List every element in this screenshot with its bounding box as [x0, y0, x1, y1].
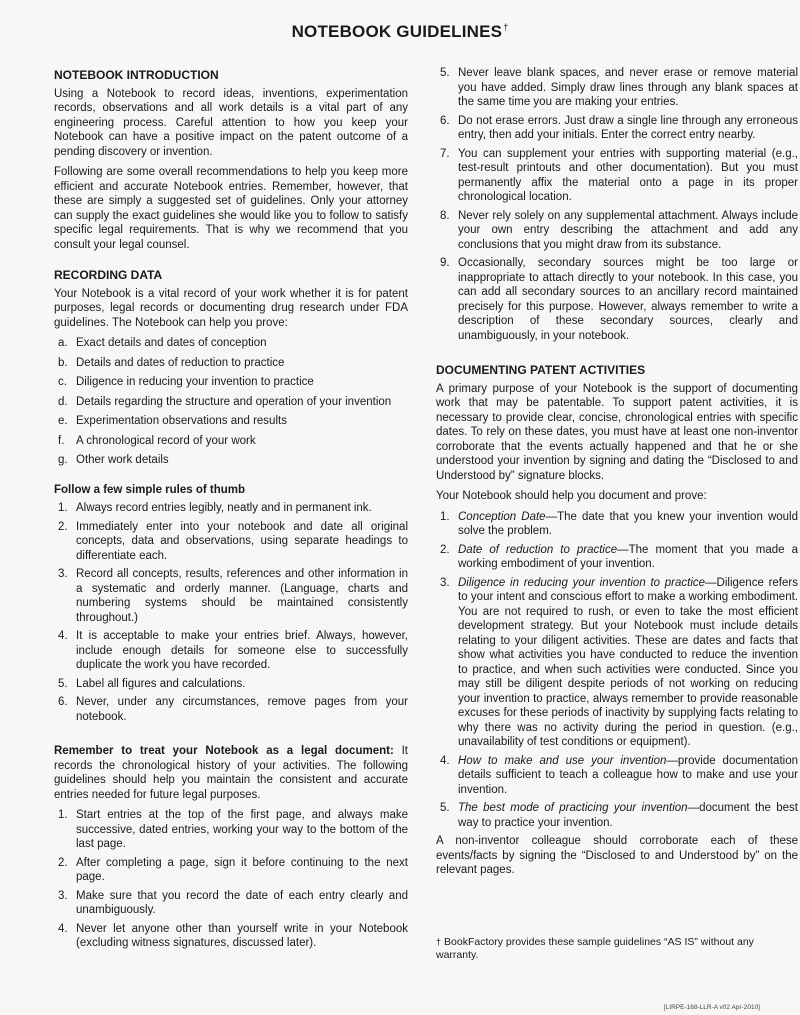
list-item: 1. Always record entries legibly, neatly and in permanent ink.: [58, 502, 372, 514]
list-item: 3. Diligence in reducing your invention to practice—Diligence refers to your intent and conscious effort to make a working embodiment. You are not required to rush, or even to take the most efficient development strategy. But your Notebook must include details relating to your diligent activities. These are dates and facts that show what activities you have conducted to reduce the invention to practice, and when such activities were conducted. Since you may still be diligent despite periods of not working on reducing your invention to practice, always remember to provide reasonable excuses for these periods of inactivity by supplying facts relating to why there was no activity during the period in question. (e.g., unavailability of test conditions or equipment).: [440, 576, 798, 748]
recording-heading: RECORDING DATA: [54, 268, 163, 282]
title-text: NOTEBOOK GUIDELINES: [291, 22, 503, 41]
list-item: 3. Record all concepts, results, references and other information in a systematic and orderly manner. (Language, charts and numbering systems should be maintained consistently throughout.): [58, 568, 408, 624]
list-item: 4. It is acceptable to make your entries brief. Always, however, include enough details for someone else to successfully duplicate the work you have recorded.: [58, 630, 408, 671]
patent-paragraph-1: A primary purpose of your Notebook is the support of documenting work that may be patentable. To support patent activities, it is necessary to provide clear, concise, chronological entries with specific dates. To rely on these dates, you must have at least one non-inventor corroborate that the events actually happened and that he or she understood your invention by signing and dating the “Disclosed to and Understood by” signature blocks.: [436, 382, 798, 482]
list-item: c. Diligence in reducing your invention to practice: [58, 376, 314, 388]
list-item: b. Details and dates of reduction to practice: [58, 356, 285, 369]
list-item: a. Exact details and dates of conception: [58, 337, 267, 349]
footnote-dagger: †: [436, 937, 442, 947]
recording-list: [54, 336, 408, 468]
legal-intro: [54, 744, 408, 802]
left-column: [54, 68, 408, 955]
legal-paragraph: It records the chronological history of your activities. The following guidelines should help you maintain the consistent and accurate entries needed for future legal purposes.: [54, 745, 408, 801]
list-item: 5. The best mode of practicing your invention—document the best way to practice your invention.: [440, 802, 799, 829]
list-item: 3. Make sure that you record the date of each entry clearly and unambiguously.: [58, 889, 408, 916]
list-item: 7. You can supplement your entries with supporting material (e.g., test-result printouts and other documentation). But you must permanently affix the material onto a page in its proper chronological location.: [440, 147, 798, 203]
list-item: 2. After completing a page, sign it before continuing to the next page.: [58, 856, 408, 883]
list-item: 6. Never, under any circumstances, remove pages from your notebook.: [58, 696, 408, 723]
recording-paragraph: Your Notebook is a vital record of your work whether it is for patent purposes, legal records or documenting drug research under FDA guidelines. The Notebook can help you prove:: [54, 287, 408, 329]
list-item: g. Other work details: [58, 454, 169, 466]
page-title: [0, 22, 800, 42]
legal-list-part-2: [436, 66, 798, 343]
list-item: d. Details regarding the structure and operation of your invention: [58, 395, 392, 408]
right-column: [436, 66, 798, 884]
list-item: 6. Do not erase errors. Just draw a single line through any erroneous entry, then add your initials. Enter the correct entry nearby.: [440, 114, 798, 141]
footnote: [436, 936, 786, 962]
rules-list: [54, 501, 408, 724]
intro-paragraph-2: Following are some overall recommendations to help you keep more efficient and accurate Notebook entries. Remember, however, that these are simply a suggested set of guidelines. Only your attorney can supply the exact guidelines she would like you to follow to satisfy specific legal requirements. That is why we recommend that you consult your legal counsel.: [54, 166, 408, 251]
form-code: [LIRPE-168-LLR-A v02 Apr-2010]: [663, 1004, 760, 1011]
legal-list-part-1: [54, 808, 408, 951]
list-item: 2. Immediately enter into your notebook and date all original concepts, data and observations, using separate headings to differentiate each.: [58, 520, 408, 562]
title-dagger: †: [503, 22, 509, 33]
list-item: 8. Never rely solely on any supplemental attachment. Always include your own entry describing the attachment and add any conclusions that you might draw from its substance.: [440, 209, 798, 251]
intro-paragraph-1: Using a Notebook to record ideas, inventions, experimentation records, observations and all work details is a vital part of any engineering process. Careful attention to how you keep your Notebook can have a positive impact on the patent outcome of a pending discovery or invention.: [54, 87, 408, 158]
list-item: 1. Conception Date—The date that you knew your invention would solve the problem.: [440, 510, 798, 537]
patent-paragraph-2: Your Notebook should help you document and prove:: [436, 490, 707, 502]
footnote-text: BookFactory provides these sample guidelines “AS IS” without any warranty.: [436, 936, 754, 961]
list-item: 4. How to make and use your invention—provide documentation details sufficient to teach a colleague how to make and use your invention.: [440, 754, 798, 796]
patent-heading: DOCUMENTING PATENT ACTIVITIES: [436, 363, 646, 377]
list-item: 2. Date of reduction to practice—The moment that you made a working embodiment of your invention.: [440, 543, 798, 570]
list-item: 1. Start entries at the top of the first page, and always make successive, dated entries, working your way to the bottom of the last page.: [58, 809, 408, 850]
list-item: e. Experimentation observations and results: [58, 415, 287, 427]
legal-lead: Remember to treat your Notebook as a legal document:: [54, 745, 394, 757]
list-item: 9. Occasionally, secondary sources might be too large or inappropriate to attach directly to your notebook. In this case, you can add all secondary sources to an ancillary record maintained precisely for this purpose. However, always remember to write a description of these secondary sources, clearly and unambiguously, in your notebook.: [440, 257, 798, 342]
list-item: 4. Never let anyone other than yourself write in your Notebook (excluding witness signatures, discussed later).: [58, 922, 408, 949]
list-item: 5. Never leave blank spaces, and never erase or remove material you have added. Simply draw lines through any blank spaces at the same time you are making your entries.: [440, 67, 798, 108]
rules-heading: Follow a few simple rules of thumb: [54, 483, 246, 496]
patent-list: [436, 510, 798, 831]
intro-heading: NOTEBOOK INTRODUCTION: [54, 68, 219, 82]
list-item: 5. Label all figures and calculations.: [58, 677, 246, 690]
patent-closing: A non-inventor colleague should corroborate each of these events/facts by signing the “Disclosed to and Understood by” on the relevant pages.: [436, 835, 798, 876]
list-item: f. A chronological record of your work: [58, 434, 256, 447]
